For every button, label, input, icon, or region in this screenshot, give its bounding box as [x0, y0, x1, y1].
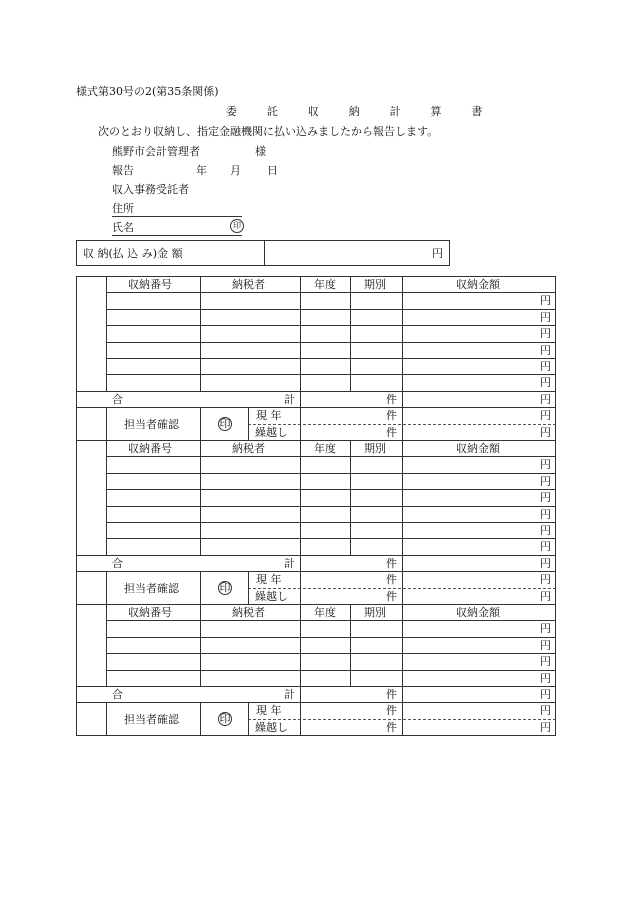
header-taxpayer: 納税者: [232, 278, 265, 291]
payment-amount-label: 収 納(払 込 み)金 額: [77, 241, 265, 266]
recipient-honorific: 様: [255, 145, 266, 158]
header-fiscal-year: 年度: [314, 278, 336, 291]
row-amount-unit: 円: [540, 294, 551, 308]
seal-icon: 印: [219, 580, 231, 594]
carryover-count-unit: 件: [386, 425, 397, 439]
address-label: 住所: [112, 202, 134, 215]
carryover-count-unit: 件: [386, 720, 397, 734]
report-year-label: 年: [196, 164, 207, 177]
row-amount-unit: 円: [540, 458, 551, 472]
seal-icon: 印: [219, 416, 231, 430]
current-amount-unit: 円: [540, 573, 551, 587]
agent-label: 収入事務受託者: [112, 183, 189, 196]
row-amount-unit: 円: [540, 655, 551, 669]
total-amount-unit: 円: [540, 392, 551, 406]
carryover-count-unit: 件: [386, 589, 397, 603]
header-period: 期別: [364, 278, 386, 291]
report-day-label: 日: [267, 164, 278, 177]
header-taxpayer: 納税者: [232, 606, 265, 619]
seal-icon: 印: [219, 711, 231, 725]
current-amount-unit: 円: [540, 704, 551, 718]
row-amount-unit: 円: [540, 474, 551, 488]
carryover-amount-unit: 円: [540, 720, 551, 734]
confirm-label: 担当者確認: [124, 712, 179, 726]
row-amount-unit: 円: [540, 360, 551, 373]
carryover-label: 繰越し: [255, 589, 288, 603]
address-field: [112, 203, 242, 217]
row-amount-unit: 円: [540, 507, 551, 521]
current-year-label: 現 年: [256, 573, 282, 587]
header-number: 収納番号: [128, 442, 172, 455]
total-count-unit: 件: [386, 392, 397, 406]
name-field: [112, 222, 242, 236]
total-count-unit: 件: [386, 688, 397, 701]
current-count-unit: 件: [386, 409, 397, 423]
current-count-unit: 件: [386, 573, 397, 587]
total-amount-unit: 円: [540, 556, 551, 570]
header-fiscal-year: 年度: [314, 606, 336, 619]
row-amount-unit: 円: [540, 327, 551, 341]
current-amount-unit: 円: [540, 409, 551, 423]
current-count-unit: 件: [386, 704, 397, 718]
report-month-label: 月: [230, 164, 241, 177]
total-label-left: 合: [112, 392, 123, 406]
row-amount-unit: 円: [540, 524, 551, 537]
intro-text: 次のとおり収納し、指定金融機関に払い込みましたから報告します。: [98, 125, 439, 138]
header-amount: 収納金額: [456, 278, 500, 291]
row-amount-unit: 円: [540, 671, 551, 685]
header-period: 期別: [364, 606, 386, 619]
confirm-label: 担当者確認: [124, 581, 179, 595]
header-number: 収納番号: [128, 278, 172, 291]
header-number: 収納番号: [128, 606, 172, 619]
total-label-right: 計: [284, 392, 295, 406]
total-label-left: 合: [112, 688, 123, 701]
current-year-label: 現 年: [256, 704, 282, 718]
header-fiscal-year: 年度: [314, 442, 336, 455]
payment-amount-box: [76, 240, 450, 266]
carryover-label: 繰越し: [255, 425, 288, 439]
total-amount-unit: 円: [540, 688, 551, 701]
row-amount-unit: 円: [540, 638, 551, 652]
payment-amount-unit: 円: [265, 241, 450, 266]
report-label: 報告: [112, 164, 134, 177]
header-period: 期別: [364, 442, 386, 455]
total-label-left: 合: [112, 556, 123, 570]
document-title: 委 託 収 納 計 算 書: [226, 105, 496, 118]
header-taxpayer: 納税者: [232, 442, 265, 455]
current-year-label: 現 年: [256, 409, 282, 423]
row-amount-unit: 円: [540, 491, 551, 505]
header-amount: 収納金額: [456, 606, 500, 619]
total-label-right: 計: [284, 556, 295, 570]
row-amount-unit: 円: [540, 343, 551, 357]
header-amount: 収納金額: [456, 442, 500, 455]
row-amount-unit: 円: [540, 540, 551, 554]
name-label: 氏名: [112, 221, 134, 234]
confirm-label: 担当者確認: [124, 417, 179, 431]
carryover-amount-unit: 円: [540, 425, 551, 439]
form-number: 様式第30号の2(第35条関係): [76, 85, 219, 98]
seal-icon: 印: [230, 219, 244, 233]
total-label-right: 計: [284, 688, 295, 701]
row-amount-unit: 円: [540, 622, 551, 636]
recipient-name: 熊野市会計管理者: [112, 145, 200, 158]
carryover-amount-unit: 円: [540, 589, 551, 603]
carryover-label: 繰越し: [255, 720, 288, 734]
row-amount-unit: 円: [540, 310, 551, 324]
row-amount-unit: 円: [540, 376, 551, 390]
total-count-unit: 件: [386, 556, 397, 570]
